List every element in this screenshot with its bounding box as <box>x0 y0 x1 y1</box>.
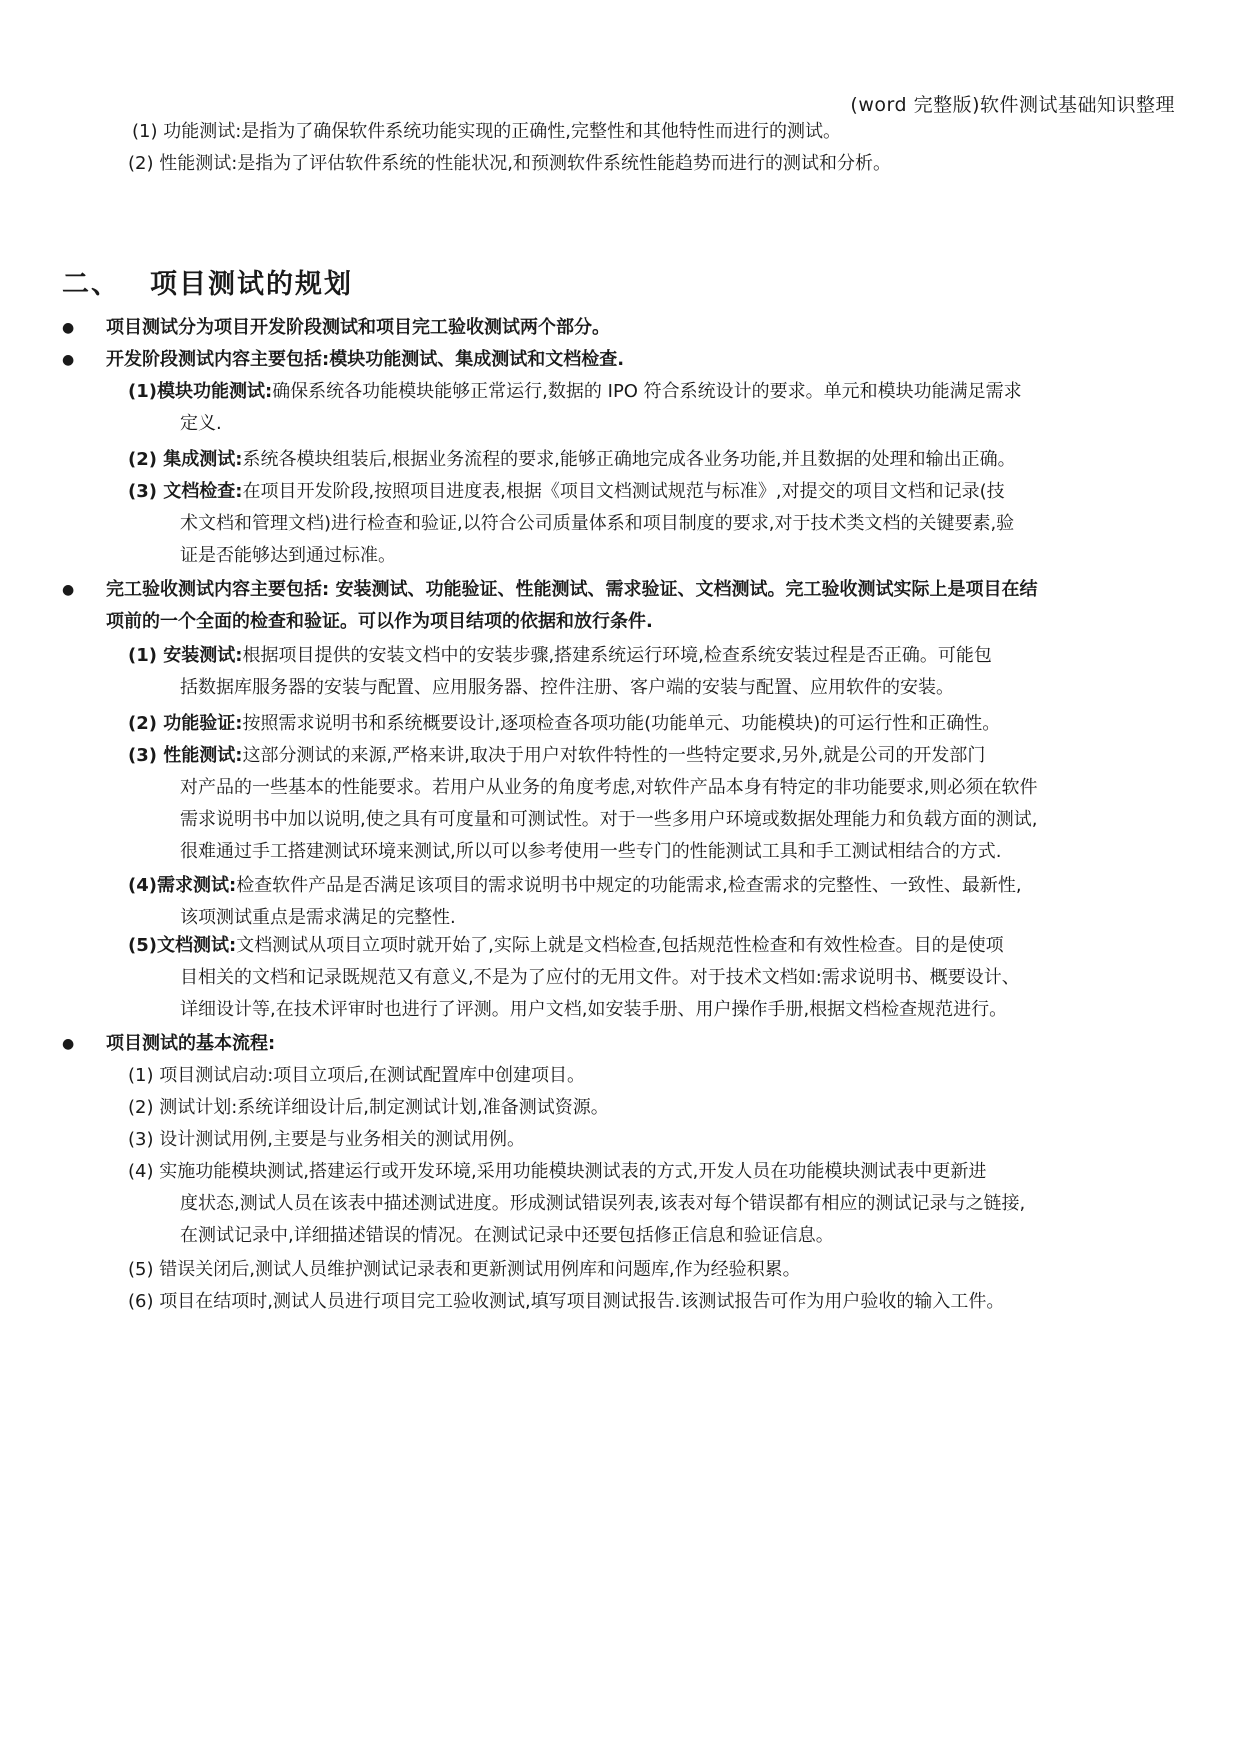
flow-step-3: (3) 设计测试用例,主要是与业务相关的测试用例。 <box>128 1129 525 1150</box>
flow-step-5: (5) 错误关闭后,测试人员维护测试记录表和更新测试用例库和问题库,作为经验积累。 <box>128 1259 801 1280</box>
bullet-item: ● 项目测试分为项目开发阶段测试和项目完工验收测试两个部分。 <box>62 312 1186 344</box>
bullet-item: ● 开发阶段测试内容主要包括:模块功能测试、集成测试和文档检查. <box>62 344 1186 376</box>
dev-item-integration-test: (2) 集成测试:系统各模块组装后,根据业务流程的要求,能够正确地完成各业务功能,并且数据的处理和输出正确。 <box>128 449 1016 470</box>
flow-step-1: (1) 项目测试启动:项目立项后,在测试配置库中创建项目。 <box>128 1065 586 1086</box>
intro-line-1: (1) 功能测试:是指为了确保软件系统功能实现的正确性,完整性和其他特性而进行的测试。 <box>132 121 842 142</box>
dev-item-module-test: (1)模块功能测试:确保系统各功能模块能够正常运行,数据的 IPO 符合系统设计的要求。单元和模块功能满足需求 定义. <box>128 381 1022 434</box>
acc-item-function-verify: (2) 功能验证:按照需求说明书和系统概要设计,逐项检查各项功能(功能单元、功能模块)的可运行性和正确性。 <box>128 713 1001 734</box>
acc-item-install-test: (1) 安装测试:根据项目提供的安装文档中的安装步骤,搭建系统运行环境,检查系统安装过程是否正确。可能包 括数据库服务器的安装与配置、应用服务器、控件注册、客户端的安装与配置、应用软件的安装。 <box>128 645 992 698</box>
bullet-dot-icon: ● <box>62 1036 75 1052</box>
dev-item-doc-check: (3) 文档检查:在项目开发阶段,按照项目进度表,根据《项目文档测试规范与标准》,对提交的项目文档和记录(技 术文档和管理文档)进行检查和验证,以符合公司质量体系和项目制度的要求,对于技术类文档的关键要素,验 证是否能够达到通过标准。 <box>128 481 1015 566</box>
flow-step-2: (2) 测试计划:系统详细设计后,制定测试计划,准备测试资源。 <box>128 1097 609 1118</box>
flow-step-4: (4) 实施功能模块测试,搭建运行或开发环境,采用功能模块测试表的方式,开发人员在功能模块测试表中更新进 度状态,测试人员在该表中描述测试进度。形成测试错误列表,该表对每个错误都有相应的测试记录与之链接, 在测试记录中,详细描述错误的情况。在测试记录中还要包括修正信息和验证信息。 <box>128 1161 1026 1246</box>
flow-step-6: (6) 项目在结项时,测试人员进行项目完工验收测试,填写项目测试报告.该测试报告可作为用户验收的输入工件。 <box>128 1291 1005 1312</box>
intro-line-2: (2) 性能测试:是指为了评估软件系统的性能状况,和预测软件系统性能趋势而进行的测试和分析。 <box>128 153 892 174</box>
acc-item-requirement-test: (4)需求测试:检查软件产品是否满足该项目的需求说明书中规定的功能需求,检查需求的完整性、一致性、最新性, 该项测试重点是需求满足的完整性. <box>128 875 1022 928</box>
bullet-item: ● 项目测试的基本流程: <box>62 1028 1186 1060</box>
section-heading <box>62 262 353 301</box>
acc-item-performance-test: (3) 性能测试:这部分测试的来源,严格来讲,取决于用户对软件特性的一些特定要求,另外,就是公司的开发部门 对产品的一些基本的性能要求。若用户从业务的角度考虑,对软件产品本身有特定的非功能要求,则必须在软件 需求说明书中加以说明,使之具有可度量和可测试性。对于一些多用户环境或数据处理能力和负载方面的测试, 很难通过手工搭建测试环境来测试,所以可以参考使用一些专门的性能测试工具和手工测试相结合的方式. <box>128 745 1038 862</box>
bullet-dot-icon: ● <box>62 582 75 598</box>
bullet-item: ● 完工验收测试内容主要包括: 安装测试、功能验证、性能测试、需求验证、文档测试。完工验收测试实际上是项目在结 项前的一个全面的检查和验证。可以作为项目结项的依据和放行条件. <box>62 574 1186 638</box>
bullet-dot-icon: ● <box>62 320 75 336</box>
bullet-dot-icon: ● <box>62 352 75 368</box>
acc-item-document-test: (5)文档测试:文档测试从项目立项时就开始了,实际上就是文档检查,包括规范性检查和有效性检查。目的是使项 目相关的文档和记录既规范又有意义,不是为了应付的无用文件。对于技术文档如:需求说明书、概要设计、 详细设计等,在技术评审时也进行了评测。用户文档,如安装手册、用户操作手册,根据文档检查规范进行。 <box>128 935 1020 1020</box>
section-title: 项目测试的规划 <box>150 269 353 300</box>
section-number: 二、 <box>62 269 120 300</box>
page-header: (word 完整版)软件测试基础知识整理 <box>850 94 1175 116</box>
